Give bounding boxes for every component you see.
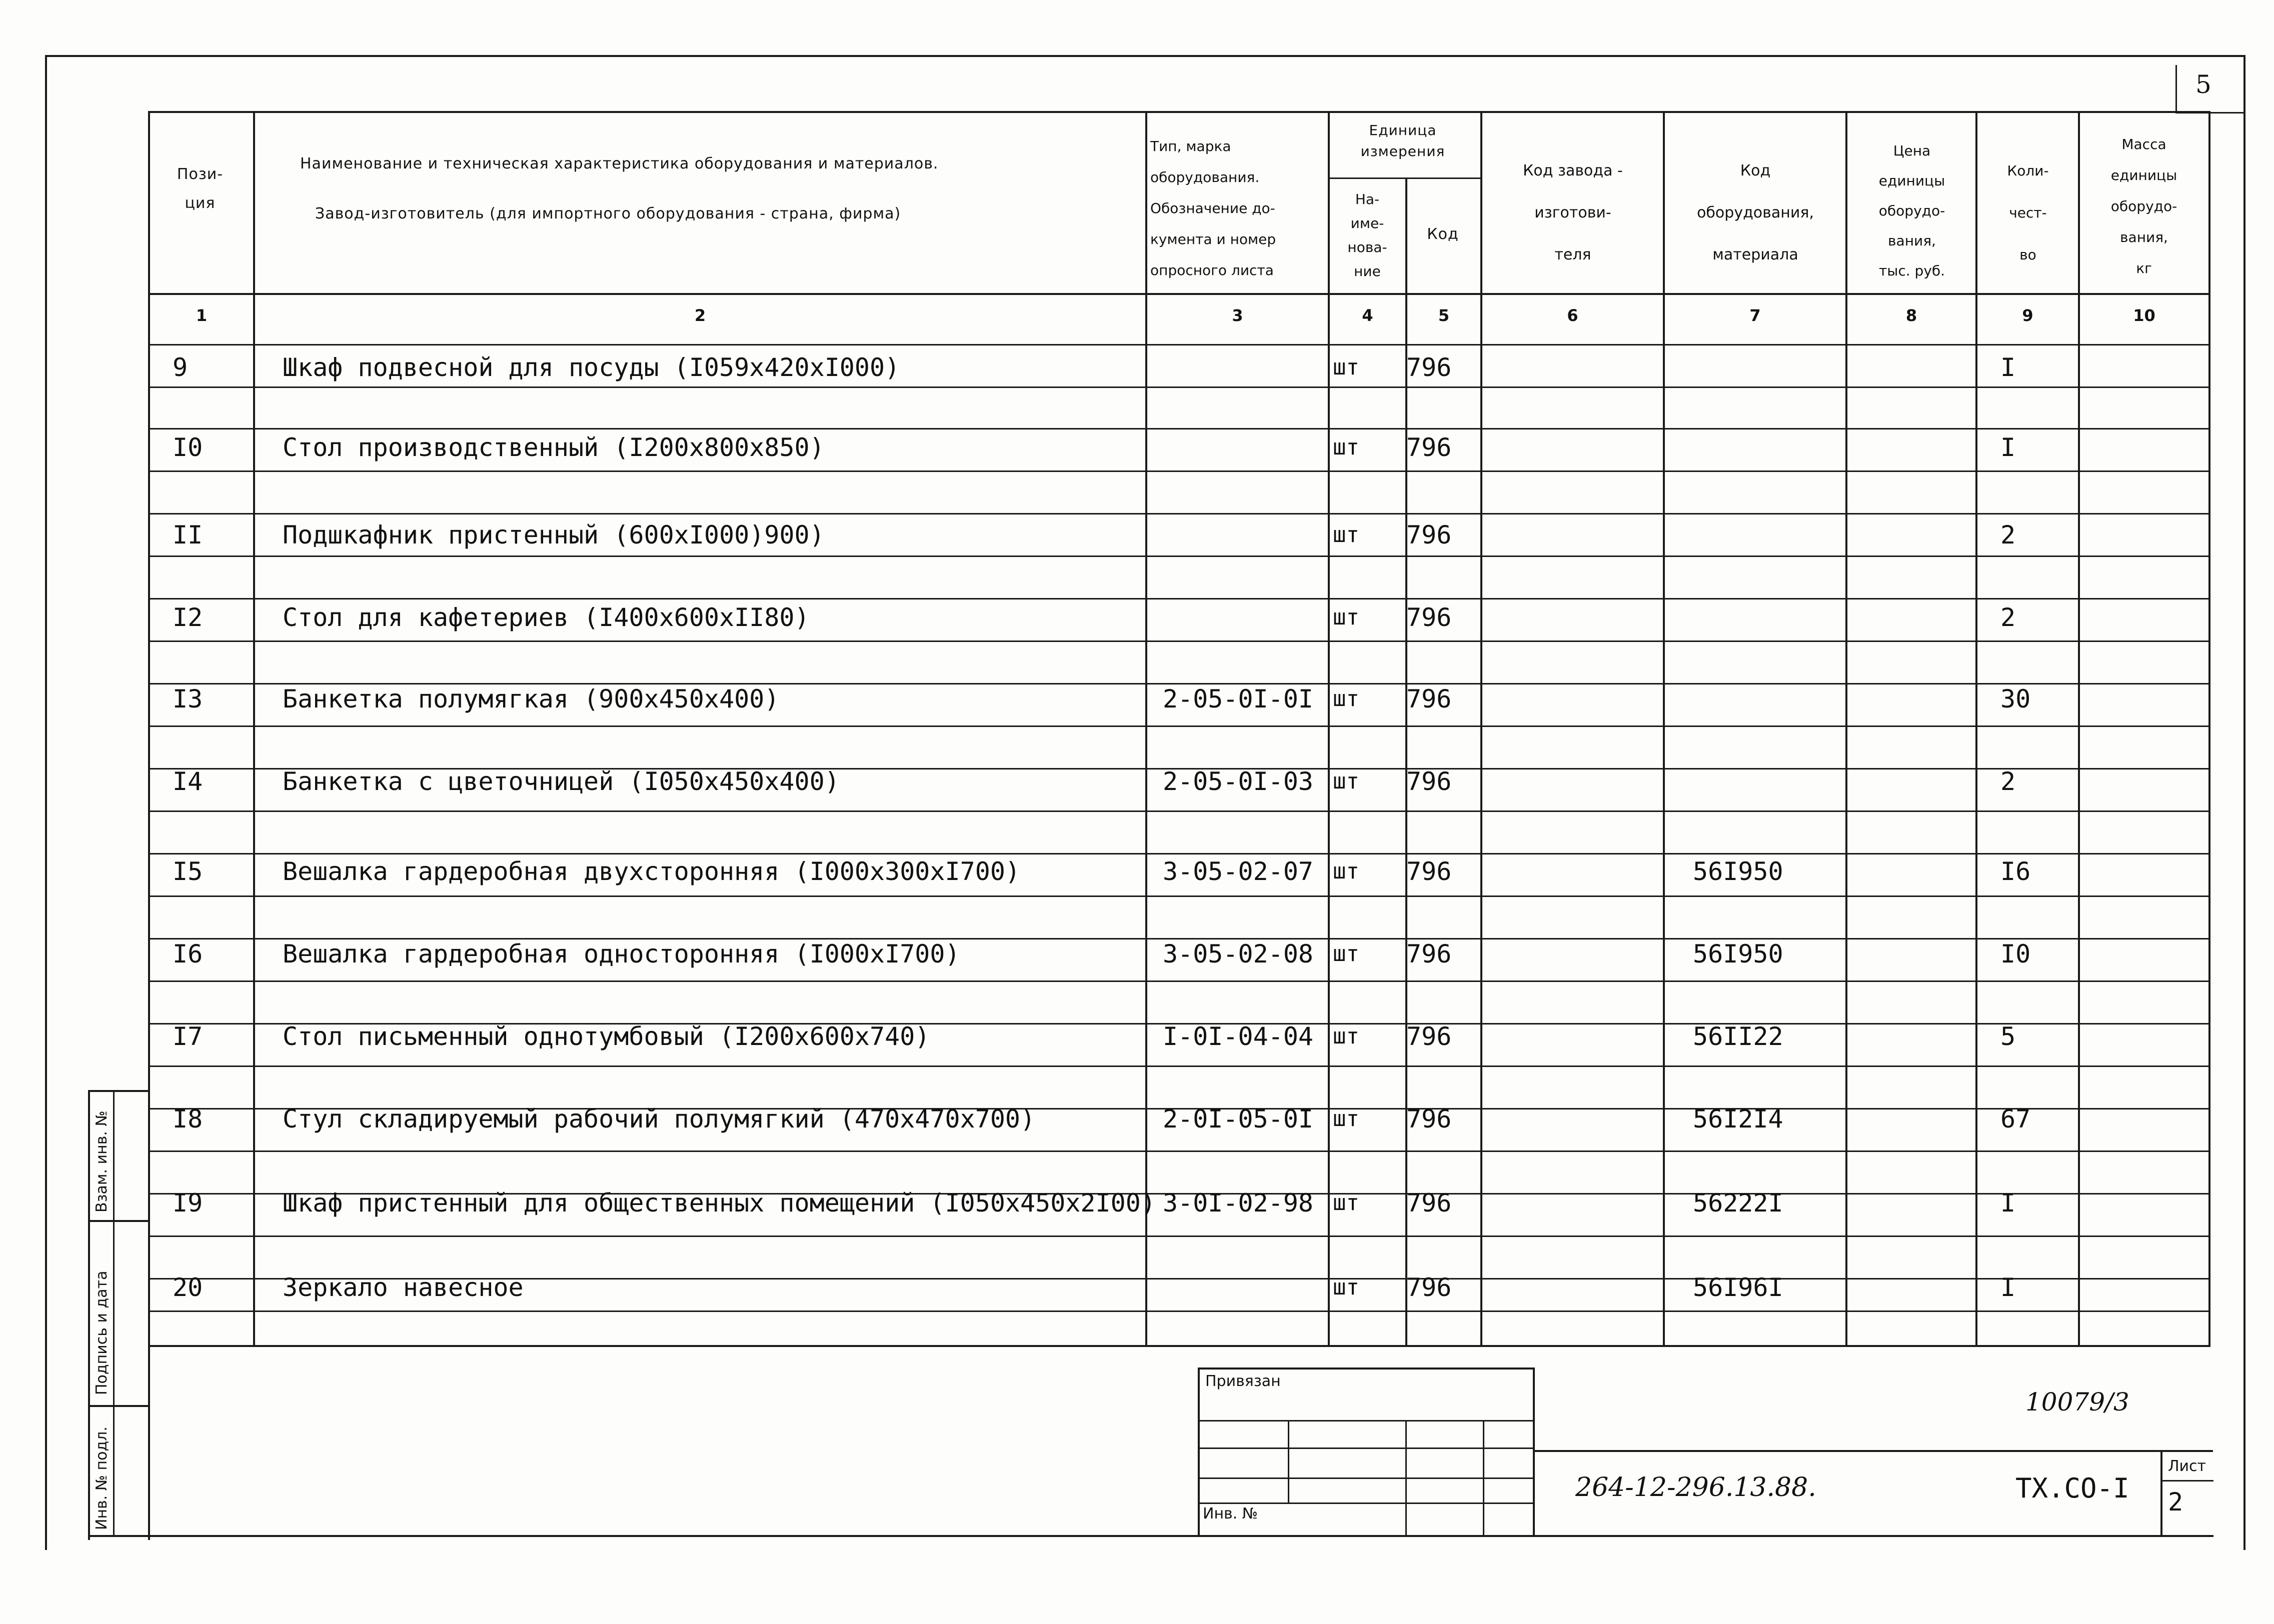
table-bottom-line	[148, 1345, 2210, 1347]
column-number: 10	[2133, 306, 2155, 325]
row-position: I4	[173, 767, 203, 796]
row-position: I7	[173, 1022, 203, 1051]
row-name: Шкаф пристенный для общественных помещений (I050x450x2I00)	[283, 1188, 1156, 1218]
column-number: 2	[694, 306, 706, 325]
sheet-number: 2	[2168, 1488, 2183, 1516]
header-mass-line: единицы	[2110, 167, 2177, 184]
row-position: I8	[173, 1104, 203, 1134]
column-number: 3	[1232, 306, 1243, 325]
row-unit-code: 796	[1406, 603, 1452, 632]
row-type: 2-05-0I-0I	[1163, 684, 1314, 714]
header-factory-code-line: теля	[1554, 246, 1591, 264]
row-unit: шт	[1333, 686, 1359, 712]
row-unit: шт	[1333, 1024, 1359, 1049]
row-position: I0	[173, 433, 203, 462]
header-position: Пози- ция	[177, 166, 224, 212]
row-type: 3-0I-02-98	[1163, 1188, 1314, 1218]
row-name: Стол письменный однотумбовый (I200x600x740)	[283, 1022, 930, 1051]
row-unit-code: 796	[1406, 767, 1452, 796]
row-unit: шт	[1333, 858, 1359, 884]
side-label-signature-date: Подпись и дата	[93, 1270, 111, 1395]
row-unit: шт	[1333, 768, 1359, 794]
stamp-left	[1198, 1368, 1200, 1535]
row-unit: шт	[1333, 604, 1359, 630]
column-number: 4	[1362, 306, 1373, 325]
row-material-code: 56II22	[1693, 1022, 1783, 1051]
stamp-privyazan: Привязан	[1205, 1372, 1281, 1390]
unit-group-divider	[1328, 178, 1480, 179]
header-factory-code-line: изготови-	[1534, 204, 1611, 222]
header-mass-line: вания,	[2120, 229, 2168, 246]
column-number: 1	[196, 306, 208, 325]
stamp-col3	[1483, 1420, 1484, 1535]
header-equipment-code-line: Код	[1740, 162, 1771, 180]
col-line-9	[2078, 111, 2080, 1346]
header-bottom-line	[148, 293, 2210, 295]
header-factory-code-column	[1485, 150, 1660, 276]
header-mass-line: оборудо-	[2110, 198, 2177, 214]
row-unit-code: 796	[1406, 1273, 1452, 1302]
row-material-code: 56I950	[1693, 940, 1783, 968]
header-equipment-code-line: материала	[1712, 246, 1798, 264]
row-material-code: 56I96I	[1693, 1273, 1783, 1302]
side-strip-bottom	[88, 1535, 2213, 1537]
row-unit-code: 796	[1406, 520, 1452, 550]
row-quantity: 30	[2000, 684, 2031, 714]
header-type-line: Тип, марка	[1150, 138, 1231, 154]
header-quantity-column	[1979, 150, 2076, 276]
side-strip-div2	[88, 1405, 150, 1407]
row-material-code: 56222I	[1693, 1188, 1783, 1218]
side-strip-inner	[113, 1090, 115, 1535]
stamp-col2	[1405, 1420, 1407, 1535]
row-quantity: 2	[2000, 767, 2016, 796]
header-quantity-line: Коли-	[2007, 162, 2049, 179]
row-type: 2-0I-05-0I	[1163, 1104, 1314, 1134]
column-number: 9	[2022, 306, 2033, 325]
row-quantity: 67	[2000, 1104, 2031, 1134]
right-frame-line	[2243, 55, 2245, 1550]
page-number-box-left	[2175, 65, 2177, 113]
side-label-original-inv: Инв. № подл.	[93, 1426, 111, 1530]
row-unit-code: 796	[1406, 684, 1452, 714]
header-mass-line: кг	[2136, 260, 2152, 276]
row-name: Стол производственный (I200x800x850)	[283, 433, 825, 462]
header-unit-code: Код	[1427, 226, 1459, 243]
header-mass-line: Масса	[2121, 136, 2166, 152]
header-unit-name-line: ние	[1354, 263, 1381, 280]
header-equipment-code-line: оборудования,	[1697, 204, 1814, 222]
stamp-top	[1198, 1368, 1533, 1370]
header-price-line: вания,	[1888, 232, 1936, 249]
row-quantity: I6	[2000, 857, 2031, 886]
side-strip-right	[148, 1090, 150, 1540]
document-number: 264-12-296.13.88.	[1575, 1472, 1816, 1502]
row-unit-code: 796	[1406, 857, 1452, 886]
sheet-box-left	[2160, 1450, 2162, 1535]
row-unit-code: 796	[1406, 353, 1452, 382]
row-position: I9	[173, 1188, 203, 1218]
header-quantity-line: во	[2019, 246, 2036, 263]
header-name-line1: Наименование и техническая характеристика оборудования и материалов.	[300, 155, 939, 172]
header-unit-name-line: На-	[1355, 191, 1380, 208]
header-unit-name-line: нова-	[1347, 239, 1387, 256]
row-type: 3-05-02-08	[1163, 940, 1314, 968]
col-line-8	[1975, 111, 1977, 1346]
row-name: Вешалка гардеробная односторонняя (I000xI700)	[283, 940, 960, 968]
header-unit-name-column	[1330, 188, 1404, 284]
top-frame-line	[45, 55, 2245, 57]
row-type: 3-05-02-07	[1163, 857, 1314, 886]
column-number: 7	[1749, 306, 1761, 325]
row-name: Стул складируемый рабочий полумягкий (470x470x700)	[283, 1104, 1036, 1134]
row-unit-code: 796	[1406, 1104, 1452, 1134]
header-price-line: Цена	[1893, 142, 1931, 159]
row-quantity: 2	[2000, 603, 2016, 632]
row-name: Шкаф подвесной для посуды (I059x420xI000)	[283, 353, 900, 382]
row-type: I-0I-04-04	[1163, 1022, 1314, 1051]
header-price-line: оборудо-	[1878, 202, 1945, 219]
row-quantity: I	[2000, 433, 2016, 462]
page-number: 5	[2195, 70, 2211, 99]
stamp-main-top	[1533, 1450, 2213, 1452]
header-quantity-line: чест-	[2009, 204, 2047, 221]
row-unit: шт	[1333, 1106, 1359, 1132]
sheet-box-divider	[2160, 1480, 2213, 1482]
row-quantity: I	[2000, 1273, 2016, 1302]
row-unit-code: 796	[1406, 1022, 1452, 1051]
row-name: Банкетка с цветочницей (I050x450x400)	[283, 767, 840, 796]
header-name-line2: Завод-изготовитель (для импортного оборудования - страна, фирма)	[315, 205, 901, 222]
row-position: 20	[173, 1273, 203, 1302]
col-line-7	[1845, 111, 1847, 1346]
col-line-2	[1145, 111, 1147, 1346]
header-type-column	[1150, 131, 1325, 286]
row-unit: шт	[1333, 941, 1359, 966]
side-strip-left	[88, 1090, 90, 1540]
column-number: 5	[1438, 306, 1450, 325]
stamp-inv-no: Инв. №	[1203, 1505, 1258, 1522]
row-quantity: 5	[2000, 1022, 2016, 1051]
row-unit-code: 796	[1406, 940, 1452, 968]
side-strip-top	[88, 1090, 150, 1092]
stamp-col1	[1288, 1420, 1289, 1502]
sheet-label: Лист	[2168, 1458, 2206, 1475]
row-unit-code: 796	[1406, 1188, 1452, 1218]
row-position: II	[173, 520, 203, 550]
row-quantity: 2	[2000, 520, 2016, 550]
row-unit: шт	[1333, 1274, 1359, 1300]
row-name: Подшкафник пристенный (600xI000)900)	[283, 520, 825, 550]
document-designation: ТХ.СО-I	[2015, 1472, 2129, 1504]
row-name: Вешалка гардеробная двухсторонняя (I000x300xI700)	[283, 857, 1021, 886]
row-name: Зеркало навесное	[283, 1273, 524, 1302]
col-line-10	[2208, 111, 2210, 1346]
column-number: 6	[1567, 306, 1578, 325]
col-line-5	[1480, 111, 1482, 1346]
header-factory-code-line: Код завода -	[1523, 162, 1623, 180]
row-quantity: I	[2000, 353, 2016, 382]
header-price-line: тыс. руб.	[1878, 262, 1945, 279]
row-name: Стол для кафетериев (I400x600xII80)	[283, 603, 810, 632]
header-type-line: опросного листа	[1150, 262, 1274, 278]
left-frame-line	[45, 55, 47, 1550]
column-numbers-bottom-line	[148, 344, 2210, 346]
header-unit-group: Единица измерения	[1360, 122, 1445, 160]
row-material-code: 56I2I4	[1693, 1104, 1783, 1134]
header-price-column	[1850, 136, 1973, 286]
side-label-replacement-inv: Взам. инв. №	[93, 1110, 111, 1212]
header-equipment-code-column	[1668, 150, 1843, 276]
row-position: I5	[173, 857, 203, 886]
header-type-line: оборудования.	[1150, 169, 1260, 186]
row-position: I6	[173, 940, 203, 968]
row-position: I3	[173, 684, 203, 714]
row-quantity: I0	[2000, 940, 2031, 968]
col-line-6	[1663, 111, 1665, 1346]
table-top-line	[148, 111, 2210, 113]
header-mass-column	[2081, 129, 2206, 284]
row-quantity: I	[2000, 1188, 2016, 1218]
row-type: 2-05-0I-03	[1163, 767, 1314, 796]
header-type-line: кумента и номер	[1150, 231, 1276, 248]
col-line-3	[1328, 111, 1330, 1346]
col-line-1	[253, 111, 255, 1346]
row-unit: шт	[1333, 1190, 1359, 1216]
column-number: 8	[1905, 306, 1917, 325]
row-position: 9	[173, 353, 188, 382]
row-name: Банкетка полумягкая (900x450x400)	[283, 684, 780, 714]
header-price-line: единицы	[1878, 172, 1945, 189]
header-unit-name-line: име-	[1350, 215, 1384, 232]
row-material-code: 56I950	[1693, 857, 1783, 886]
row-unit: шт	[1333, 434, 1359, 460]
side-strip-div1	[88, 1220, 150, 1222]
row-unit: шт	[1333, 354, 1359, 380]
row-position: I2	[173, 603, 203, 632]
row-unit: шт	[1333, 522, 1359, 548]
handwritten-reference: 10079/3	[2025, 1388, 2129, 1416]
row-unit-code: 796	[1406, 433, 1452, 462]
header-type-line: Обозначение до-	[1150, 200, 1275, 216]
